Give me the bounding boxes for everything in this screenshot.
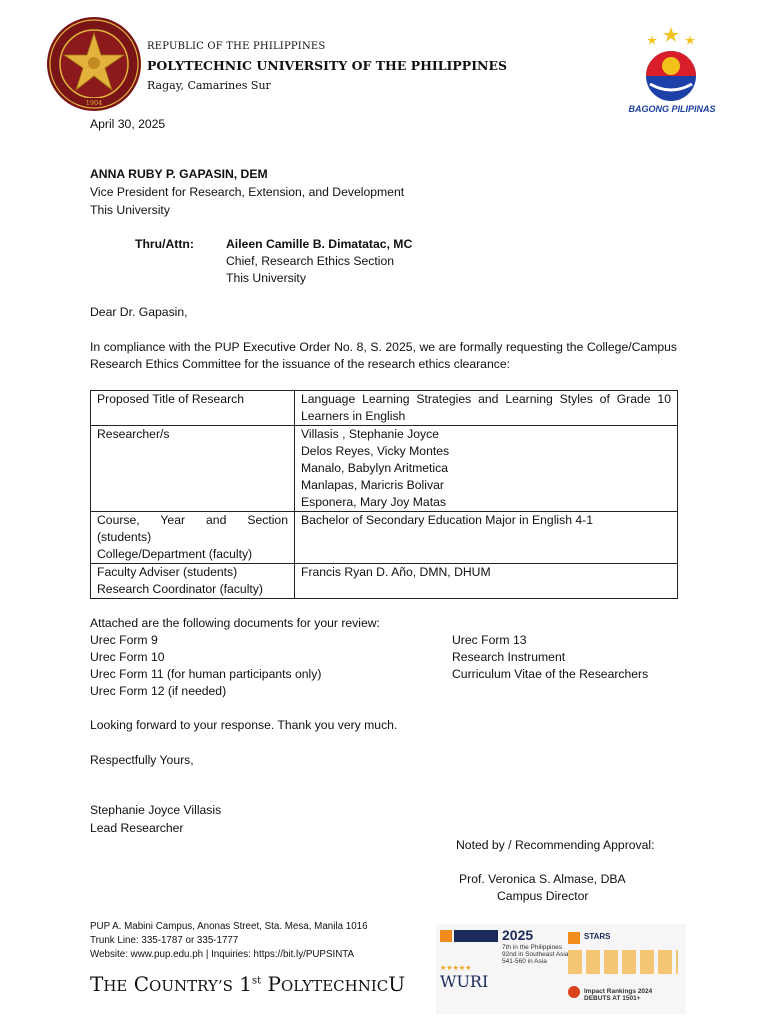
researcher-item: Villasis , Stephanie Joyce [301, 427, 439, 441]
researchers-label: Researcher/s [91, 426, 295, 512]
seal-year: 1904 [85, 99, 103, 107]
footer-trunk-line: Trunk Line: 335-1787 or 335-1777 [90, 935, 239, 946]
footer-website: Website: www.pup.edu.ph | Inquiries: https://bit.ly/PUPSINTA [90, 949, 355, 960]
stars-rating-icon: ★★★★★ [440, 965, 472, 972]
salutation: Dear Dr. Gapasin, [90, 305, 188, 319]
researcher-item: Manlapas, Maricris Bolivar [301, 478, 444, 492]
thru-label: Thru/Attn: [135, 237, 194, 251]
impact-rankings-icon [568, 986, 580, 998]
addressee-org: This University [90, 203, 170, 217]
qs-line-1: 7th in the Philippines [502, 944, 562, 951]
attachments-intro: Attached are the following documents for your review: [90, 616, 380, 630]
noted-label: Noted by / Recommending Approval: [456, 838, 655, 852]
adviser-label: Faculty Adviser (students) [97, 565, 238, 579]
qs-stars-icon [568, 932, 580, 944]
attachment-item: Urec Form 11 (for human participants only) [90, 667, 322, 681]
adviser-value: Francis Ryan D. Año, DMN, DHUM [295, 564, 678, 599]
rankings-badges [436, 924, 686, 1014]
attachment-item: Urec Form 9 [90, 633, 158, 647]
qs-badge-icon [440, 930, 452, 942]
attachment-item: Urec Form 13 [452, 633, 527, 647]
footer-address: PUP A. Mabini Campus, Anonas Street, Sta. Mesa, Manila 1016 [90, 921, 368, 932]
course-label: Course, Year and Section (students) [97, 513, 288, 544]
table-row [91, 426, 678, 512]
coordinator-label: Research Coordinator (faculty) [97, 582, 263, 596]
director-title: Campus Director [497, 889, 589, 903]
title-label: Proposed Title of Research [91, 391, 295, 426]
pup-seal-logo [46, 16, 142, 112]
researchers-list [295, 426, 678, 512]
letter-date: April 30, 2025 [90, 117, 166, 131]
thru-name: Aileen Camille B. Dimatatac, MC [226, 237, 413, 251]
stars-category-bars [568, 950, 678, 974]
qs-line-2: 92nd in Southeast Asia [502, 951, 569, 958]
table-row [91, 391, 678, 426]
impact-rankings-2: DEBUTS AT 1501+ [584, 995, 641, 1002]
research-info-table [90, 390, 678, 599]
table-row [91, 512, 678, 564]
researcher-item: Delos Reyes, Vicky Montes [301, 444, 450, 458]
researcher-item: Manalo, Babylyn Aritmetica [301, 461, 448, 475]
qs-stars-label: STARS [584, 932, 611, 941]
title-value: Language Learning Strategies and Learning Styles of Grade 10 Learners in English [295, 391, 678, 426]
university-name: POLYTECHNIC UNIVERSITY OF THE PHILIPPINES [147, 58, 508, 73]
attachment-item: Urec Form 10 [90, 650, 165, 664]
closing-line: Looking forward to your response. Thank you very much. [90, 718, 398, 732]
thru-title: Chief, Research Ethics Section [226, 254, 394, 268]
researcher-item: Esponera, Mary Joy Matas [301, 495, 446, 509]
campus-location: Ragay, Camarines Sur [147, 79, 271, 92]
table-row [91, 564, 678, 599]
bagong-pilipinas-logo [630, 24, 712, 104]
thru-org: This University [226, 271, 306, 285]
bagong-pilipinas-label: BAGONG PILIPINAS [628, 104, 716, 114]
addressee-name: ANNA RUBY P. GAPASIN, DEM [90, 167, 268, 181]
attachment-item: Curriculum Vitae of the Researchers [452, 667, 649, 681]
valediction: Respectfully Yours, [90, 753, 194, 767]
signer-name: Stephanie Joyce Villasis [90, 803, 222, 817]
body-paragraph: In compliance with the PUP Executive Order No. 8, S. 2025, we are formally requesting the College/Campus Research Ethics Committee for the issuance of the research ethics clearance: [90, 340, 677, 371]
impact-rankings-1: Impact Rankings 2024 [584, 988, 653, 995]
footer-tagline: THE COUNTRY’S 1st POLYTECHNICU [90, 972, 406, 996]
college-label: College/Department (faculty) [97, 547, 253, 561]
qs-line-3: 541-560 in Asia [502, 958, 547, 965]
addressee-title: Vice President for Research, Extension, and Development [90, 185, 405, 199]
wuri-logo: WURI [440, 972, 489, 991]
course-value: Bachelor of Secondary Education Major in English 4-1 [295, 512, 678, 564]
attachment-item: Research Instrument [452, 650, 566, 664]
attachment-item: Urec Form 12 (if needed) [90, 684, 227, 698]
qs-year: 2025 [502, 927, 534, 943]
qs-ranking-banner [454, 930, 498, 942]
director-name: Prof. Veronica S. Almase, DBA [459, 872, 626, 886]
republic-label: REPUBLIC OF THE PHILIPPINES [147, 41, 326, 52]
signer-title: Lead Researcher [90, 821, 184, 835]
